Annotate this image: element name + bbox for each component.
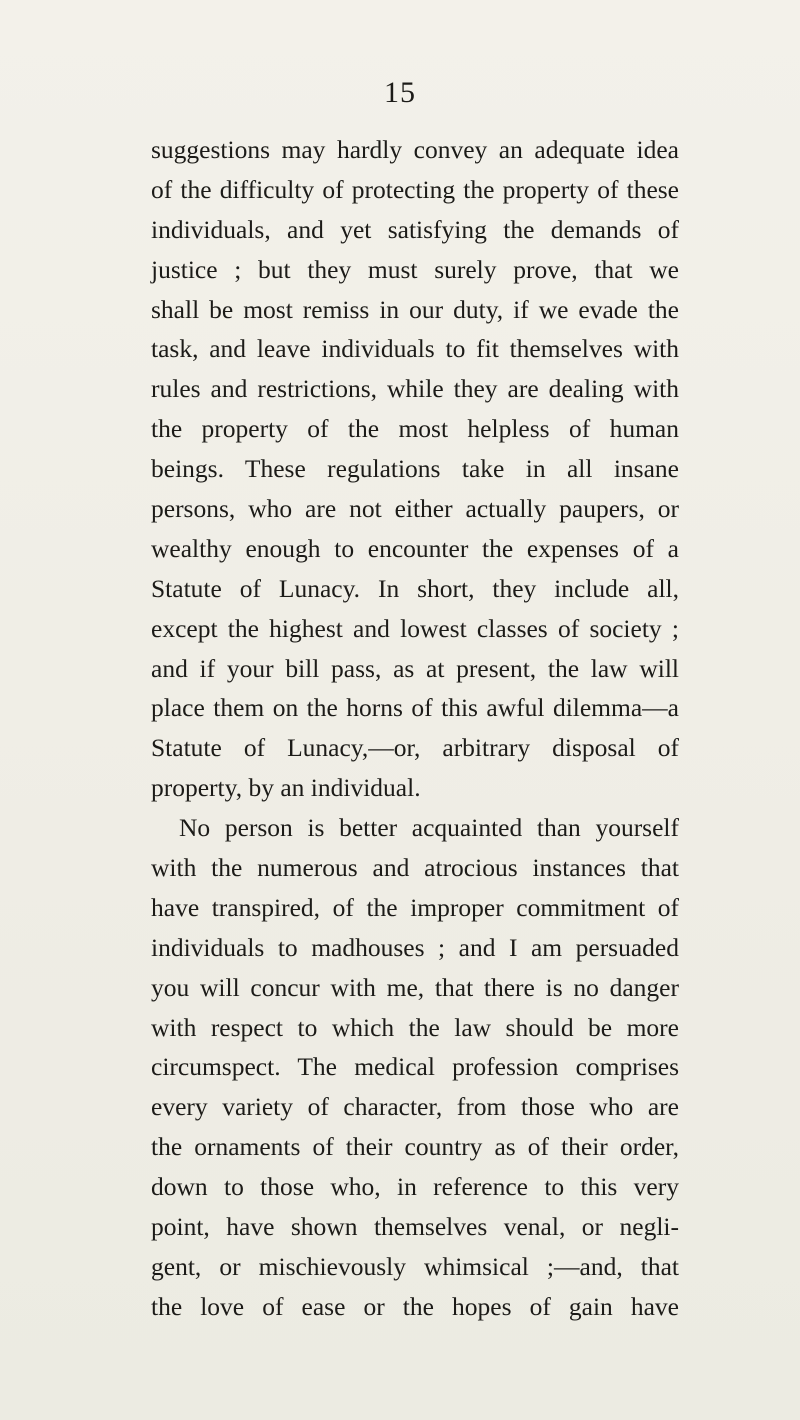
text-line: and if your bill pass, as at present, the law will	[151, 653, 679, 683]
text-line: shall be most remiss in our duty, if we evade the	[151, 294, 679, 324]
text-line: individuals, and yet satisfying the demands of	[151, 214, 679, 244]
text-line: with respect to which the law should be more	[151, 1012, 679, 1042]
text-line: the love of ease or the hopes of gain have	[151, 1291, 679, 1321]
text-line: place them on the horns of this awful dilemma—a	[151, 693, 679, 723]
text-line: circumspect. The medical profession comprises	[151, 1052, 679, 1082]
text-line: gent, or mischievously whimsical ;—and, that	[151, 1251, 679, 1281]
text-line: suggestions may hardly convey an adequate idea	[151, 135, 679, 164]
text-line: wealthy enough to encounter the expenses of a	[151, 533, 679, 563]
text-line: with the numerous and atrocious instances that	[151, 853, 679, 883]
text-line: every variety of character, from those who are	[151, 1092, 679, 1122]
paragraph-end-line: property, by an individual.	[151, 773, 421, 803]
text-line: point, have shown themselves venal, or negli-	[151, 1212, 679, 1242]
text-line: individuals to madhouses ; and I am persuaded	[151, 932, 679, 962]
text-line: task, and leave individuals to fit themselves with	[151, 334, 679, 364]
text-line: the ornaments of their country as of their order,	[151, 1132, 679, 1162]
text-line: have transpired, of the improper commitment of	[151, 892, 679, 922]
text-line: except the highest and lowest classes of society ;	[151, 613, 679, 643]
text-line: Statute of Lunacy,—or, arbitrary disposal of	[151, 733, 679, 763]
text-line: rules and restrictions, while they are dealing with	[151, 374, 679, 404]
page-number: 15	[384, 76, 416, 109]
text-line: the property of the most helpless of human	[151, 414, 679, 444]
text-line: Statute of Lunacy. In short, they include all,	[151, 573, 679, 603]
text-line: down to those who, in reference to this very	[151, 1172, 679, 1202]
text-line: beings. These regulations take in all insane	[151, 454, 679, 484]
text-line: you will concur with me, that there is no danger	[151, 972, 679, 1002]
text-line: of the difficulty of protecting the property of these	[151, 174, 679, 204]
text-line: persons, who are not either actually paupers, or	[151, 494, 679, 524]
paragraph-start-line: No person is better acquainted than yourself	[179, 813, 679, 843]
body-text	[151, 130, 679, 1327]
text-line: justice ; but they must surely prove, that we	[151, 254, 679, 284]
